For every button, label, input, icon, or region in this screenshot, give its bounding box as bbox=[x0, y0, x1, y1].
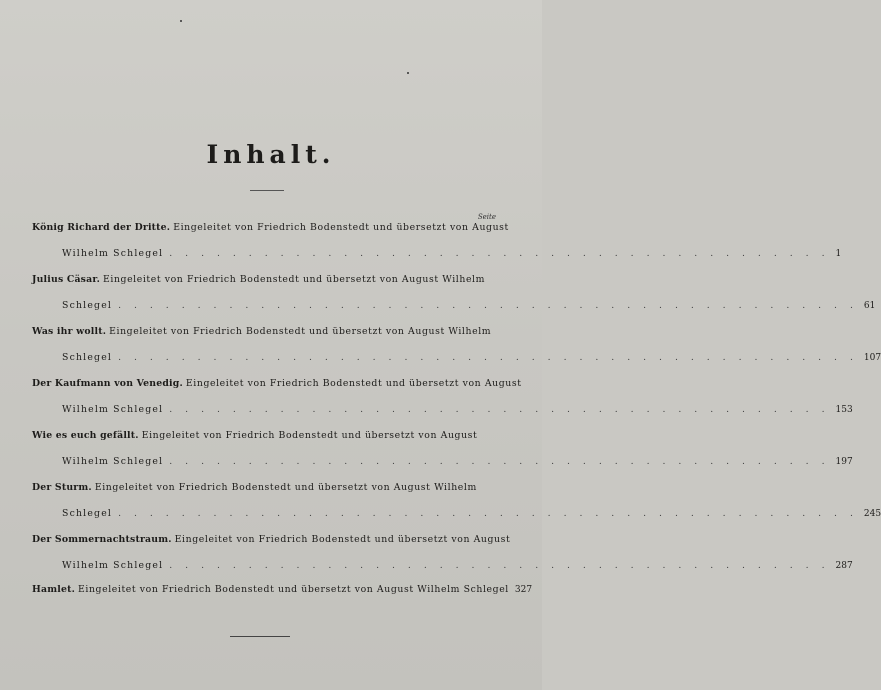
toc-entry[interactable] bbox=[32, 584, 533, 595]
page-title: Inhalt. bbox=[206, 140, 336, 169]
entry-continuation: Schlegel bbox=[62, 300, 113, 311]
play-title: Der Kaufmann von Venedig. bbox=[32, 378, 183, 389]
paper-speck bbox=[407, 72, 409, 74]
entry-continuation: Wilhelm Schlegel bbox=[62, 248, 164, 259]
entry-description: Eingeleitet von Friedrich Bodenstedt und übersetzt von August Wilhelm bbox=[94, 482, 477, 493]
paper-speck bbox=[180, 20, 182, 22]
dot-leader: . . . . . . . . . . . . . . . . . . . . . . . . . . . . . . . . . . . . . . . . . . bbox=[169, 456, 830, 467]
page-number: 107 bbox=[863, 353, 881, 363]
play-title: Der Sommernachtstraum. bbox=[32, 534, 172, 545]
entry-continuation: Schlegel bbox=[62, 352, 113, 363]
page-number: 153 bbox=[835, 405, 853, 415]
page-number: 1 bbox=[835, 249, 842, 259]
play-title: Was ihr wollt. bbox=[32, 326, 107, 337]
entry-description: Eingeleitet von Friedrich Bodenstedt und übersetzt von August bbox=[141, 430, 478, 441]
play-title: König Richard der Dritte. bbox=[32, 222, 171, 233]
play-title: Hamlet. bbox=[32, 584, 76, 595]
bottom-divider bbox=[230, 636, 290, 637]
page-number: 287 bbox=[835, 561, 853, 571]
dot-leader: . . . . . . . . . . . . . . . . . . . . . . . . . . . . . . . . . . . . . . . . . . . . . . . bbox=[118, 352, 858, 363]
dot-leader: . . . . . . . . . . . . . . . . . . . . . . . . . . . . . . . . . . . . . . . . . . bbox=[169, 404, 830, 415]
dot-leader: . . . . . . . . . . . . . . . . . . . . . . . . . . . . . . . . . . . . . . . . . . . . . . . bbox=[118, 300, 858, 311]
dot-leader: . . . . . . . . . . . . . . . . . . . . . . . . . . . . . . . . . . . . . . . . . . bbox=[169, 248, 830, 259]
entry-continuation: Wilhelm Schlegel bbox=[62, 404, 164, 415]
entry-continuation: Schlegel bbox=[62, 508, 113, 519]
entry-description: Eingeleitet von Friedrich Bodenstedt und übersetzt von August Wilhelm Schlegel bbox=[78, 584, 509, 595]
play-title: Julius Cäsar. bbox=[32, 274, 101, 285]
entry-description: Eingeleitet von Friedrich Bodenstedt und übersetzt von August bbox=[185, 378, 522, 389]
entry-continuation: Wilhelm Schlegel bbox=[62, 456, 164, 467]
entry-description: Eingeleitet von Friedrich Bodenstedt und übersetzt von August Wilhelm bbox=[109, 326, 492, 337]
dot-leader: . . . . . . . . . . . . . . . . . . . . . . . . . . . . . . . . . . . . . . . . . . bbox=[169, 560, 830, 571]
play-title: Wie es euch gefällt. bbox=[32, 430, 139, 441]
play-title: Der Sturm. bbox=[32, 482, 92, 493]
entry-continuation: Wilhelm Schlegel bbox=[62, 560, 164, 571]
title-divider bbox=[250, 190, 284, 191]
page-number: 197 bbox=[835, 457, 853, 467]
page-number: 245 bbox=[863, 509, 881, 519]
entry-description: Eingeleitet von Friedrich Bodenstedt und übersetzt von August Wilhelm bbox=[102, 274, 486, 285]
dot-leader: . . . . . . . . . . . . . . . . . . . . . . . . . . . . . . . . . . . . . . . . . . . . . . . bbox=[118, 508, 858, 519]
entry-description: Eingeleitet von Friedrich Bodenstedt und übersetzt von August bbox=[174, 534, 511, 545]
page-number: 61 bbox=[863, 301, 876, 311]
page-column-label: Seite bbox=[477, 213, 496, 221]
entry-description: Eingeleitet von Friedrich Bodenstedt und übersetzt von August bbox=[173, 222, 509, 233]
page-number: 327 bbox=[514, 585, 533, 595]
